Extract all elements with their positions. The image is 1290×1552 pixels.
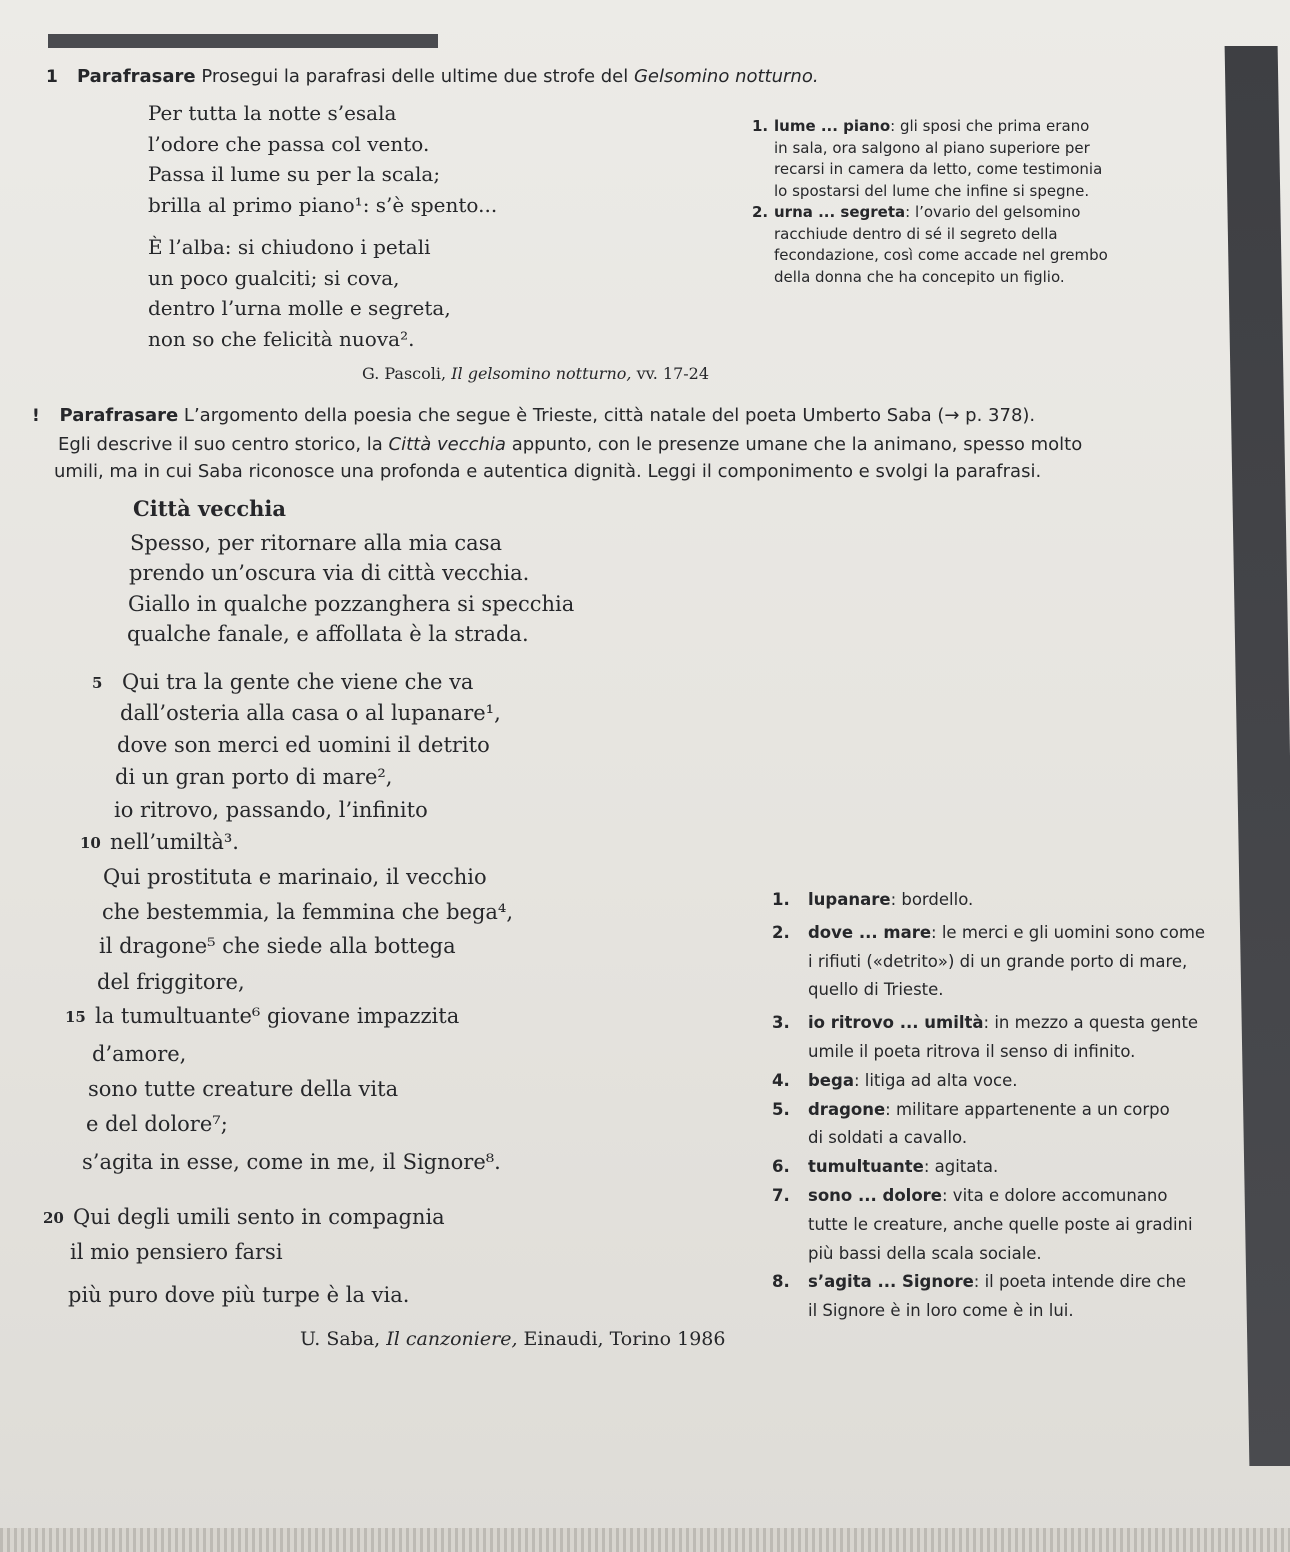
poem-line-text: prendo un’oscura via di città vecchia. <box>129 561 530 585</box>
footnotes-pascoli <box>752 116 1108 288</box>
footnote-term: dragone <box>808 1099 886 1119</box>
poem-line: un poco gualciti; si cova, <box>148 265 400 290</box>
footnote-term: tumultuante <box>808 1157 924 1177</box>
exercise-number: ! <box>32 406 40 426</box>
poem-line-text: s’agita in esse, come in me, il Signore⁸. <box>82 1150 501 1174</box>
footnote-text: in sala, ora salgono al piano superiore per <box>774 138 1090 157</box>
poem-line <box>97 970 245 994</box>
poem-line <box>80 830 239 854</box>
poem-line <box>127 622 529 646</box>
footnote-number: 1. <box>752 117 769 135</box>
poem-line-text: che bestemmia, la femmina che bega⁴, <box>102 900 514 924</box>
poem-line-text: d’amore, <box>92 1042 187 1066</box>
citation-title: Il canzoniere, <box>386 1328 518 1350</box>
poem-title: Città vecchia <box>133 496 286 521</box>
poem-line <box>102 900 513 924</box>
poem-line <box>99 934 456 958</box>
poem-line-text: del friggitore, <box>97 970 245 994</box>
line-number: 20 <box>43 1209 64 1227</box>
footnote-term: s’agita ... Signore <box>808 1272 974 1292</box>
poem-line-text: la tumultuante⁶ giovane impazzita <box>95 1004 460 1028</box>
footnote-text: : gli sposi che prima erano <box>890 117 1090 135</box>
poem-line-text: Giallo in qualche pozzanghera si specchia <box>128 592 575 616</box>
exercise-1-heading <box>46 66 819 87</box>
footnote-text: di soldati a cavallo. <box>808 1128 968 1148</box>
poem-line <box>130 531 502 555</box>
footnote <box>772 886 1205 915</box>
footnote-text: : in mezzo a questa gente <box>983 1013 1199 1033</box>
footnote-number: 6. <box>772 1157 790 1177</box>
footnote-text: : vita e dolore accomunano <box>942 1185 1168 1205</box>
footnote-number: 2. <box>772 922 790 942</box>
poem-line <box>117 733 490 757</box>
citation-verses: vv. 17-24 <box>636 364 710 383</box>
footnote-text: il Signore è in loro come è in lui. <box>808 1301 1074 1321</box>
footnote <box>772 919 1205 1005</box>
poem-line-text: di un gran porto di mare², <box>115 765 393 789</box>
poem-line: l’odore che passa col vento. <box>148 131 430 156</box>
citation-saba <box>300 1328 725 1350</box>
footnote-text: : il poeta intende dire che <box>973 1272 1187 1292</box>
footnote-number: 2. <box>752 203 769 221</box>
footnote-number: 1. <box>772 890 790 909</box>
poem-line-text: dall’osteria alla casa o al lupanare¹, <box>120 701 501 725</box>
footnote-term: lume ... piano <box>774 117 891 135</box>
footnote <box>772 1096 1205 1154</box>
poem-line: dentro l’urna molle e segreta, <box>148 296 451 320</box>
exercise-text: L’argomento della poesia che segue è Trieste, città natale del poeta Umberto Saba (→ p. 378). <box>183 405 1036 426</box>
poem-line: Per tutta la notte s’esala <box>148 101 397 125</box>
line-number: 15 <box>65 1008 86 1026</box>
footnote-text: più bassi della scala sociale. <box>808 1243 1042 1263</box>
page-edge-shadow <box>1225 46 1290 1466</box>
footnote <box>772 1067 1205 1096</box>
citation-pascoli <box>362 364 709 383</box>
citation-author: U. Saba, <box>300 1328 381 1350</box>
poem-line-text: io ritrovo, passando, l’infinito <box>114 798 428 822</box>
exercise-text: umili, ma in cui Saba riconosce una profonda e autentica dignità. Leggi il componimento e svolgi la parafrasi. <box>54 461 1042 482</box>
poem-line <box>86 1112 228 1136</box>
poem-line-text: Qui degli umili sento in compagnia <box>73 1205 445 1229</box>
poem-line <box>115 765 392 789</box>
footnote <box>772 1268 1205 1326</box>
citation-title: Il gelsomino notturno, <box>451 364 632 383</box>
footnote-text: recarsi in camera da letto, come testimonia <box>774 160 1103 178</box>
footnote-text: quello di Trieste. <box>808 980 944 1000</box>
poem-line <box>43 1205 445 1229</box>
poem-line <box>92 670 474 694</box>
footnote-text: : militare appartenente a un corpo <box>885 1099 1170 1119</box>
footnote-text: : bordello. <box>890 890 974 909</box>
poem-line <box>103 865 487 889</box>
poem-line <box>120 701 501 725</box>
poem-line-text: il dragone⁵ che siede alla bottega <box>99 934 456 958</box>
footnote-text: fecondazione, così come accade nel grembo <box>774 246 1108 264</box>
poem-line: È l’alba: si chiudono i petali <box>148 235 431 259</box>
footnote-text: della donna che ha concepito un figlio. <box>774 267 1065 286</box>
poem-line: non so che felicità nuova². <box>148 326 415 351</box>
footnote-text: : le merci e gli uomini sono come <box>931 922 1206 942</box>
poem-pascoli <box>148 98 497 354</box>
poem-line-text: dove son merci ed uomini il detrito <box>117 733 490 757</box>
poem-line: Passa il lume su per la scala; <box>148 162 441 186</box>
poem-line <box>92 1042 186 1066</box>
footnote-text: umile il poeta ritrova il senso di infinito. <box>808 1041 1136 1061</box>
exercise-text: Egli descrive il suo centro storico, la <box>58 434 383 455</box>
footnote-text: racchiude dentro di sé il segreto della <box>774 224 1058 243</box>
poem-line-text: e del dolore⁷; <box>86 1112 228 1136</box>
footnote <box>752 116 1108 202</box>
poem-line <box>65 1004 460 1028</box>
footnote-number: 5. <box>772 1099 790 1119</box>
poem-line-text: il mio pensiero farsi <box>70 1240 283 1264</box>
exercise-label: Parafrasare <box>76 66 196 87</box>
poem-line-text: nell’umiltà³. <box>110 830 239 854</box>
footnote <box>772 1009 1205 1067</box>
poem-line-text: qualche fanale, e affollata è la strada. <box>127 622 529 646</box>
header-bar <box>48 34 438 48</box>
exercise-instruction: Prosegui la parafrasi delle ultime due strofe del <box>201 66 629 87</box>
footnote <box>752 202 1108 288</box>
exercise-2-line-3 <box>54 461 1041 482</box>
poem-line-text: Spesso, per ritornare alla mia casa <box>130 531 503 555</box>
footnote-text: tutte le creature, anche quelle poste ai gradini <box>808 1214 1193 1234</box>
exercise-2-line-1 <box>32 405 1035 426</box>
citation-publisher: Einaudi, Torino 1986 <box>523 1328 726 1350</box>
poem-line <box>128 592 574 616</box>
exercise-work-title: Città vecchia <box>388 434 506 455</box>
poem-line <box>88 1077 398 1101</box>
exercise-label: Parafrasare <box>59 405 179 426</box>
footnote-text: : litiga ad alta voce. <box>853 1070 1018 1090</box>
footnote <box>772 1153 1205 1182</box>
footnotes-saba <box>772 886 1205 1326</box>
footnote-number: 4. <box>772 1070 790 1090</box>
footnote-term: urna ... segreta <box>774 203 906 221</box>
poem-line <box>129 561 529 585</box>
poem-line <box>114 798 428 822</box>
poem-line <box>68 1283 409 1307</box>
citation-author: G. Pascoli, <box>362 364 447 383</box>
footnote <box>772 1182 1205 1268</box>
line-number: 10 <box>80 834 101 852</box>
footnote-text: lo spostarsi del lume che infine si spegne. <box>774 181 1090 200</box>
footnote-term: sono ... dolore <box>808 1185 942 1205</box>
footnote-text: i rifiuti («detrito») di un grande porto di mare, <box>808 951 1188 971</box>
footnote-term: dove ... mare <box>808 922 932 942</box>
exercise-2-line-2 <box>58 434 1082 455</box>
footnote-number: 3. <box>772 1013 790 1033</box>
footnote-text: : l’ovario del gelsomino <box>905 203 1081 221</box>
poem-line-text: Qui prostituta e marinaio, il vecchio <box>103 865 487 889</box>
footnote-term: lupanare <box>808 890 891 909</box>
poem-line <box>82 1150 501 1174</box>
poem-line-text: sono tutte creature della vita <box>88 1077 399 1101</box>
exercise-work-title: Gelsomino notturno. <box>633 66 819 87</box>
poem-line-text: più puro dove più turpe è la via. <box>68 1283 410 1307</box>
line-number: 5 <box>92 674 103 692</box>
poem-line <box>70 1240 283 1264</box>
exercise-number: 1 <box>46 67 58 87</box>
footnote-number: 8. <box>772 1272 790 1292</box>
footnote-term: bega <box>808 1070 854 1090</box>
footnote-text: : agitata. <box>923 1157 999 1177</box>
poem-line-text: Qui tra la gente che viene che va <box>122 670 474 694</box>
footnote-term: io ritrovo ... umiltà <box>808 1013 984 1033</box>
poem-line: brilla al primo piano¹: s’è spento... <box>148 192 498 217</box>
exercise-text: appunto, con le presenze umane che la animano, spesso molto <box>511 434 1083 455</box>
page-bottom-edge <box>0 1528 1290 1552</box>
footnote-number: 7. <box>772 1185 790 1205</box>
